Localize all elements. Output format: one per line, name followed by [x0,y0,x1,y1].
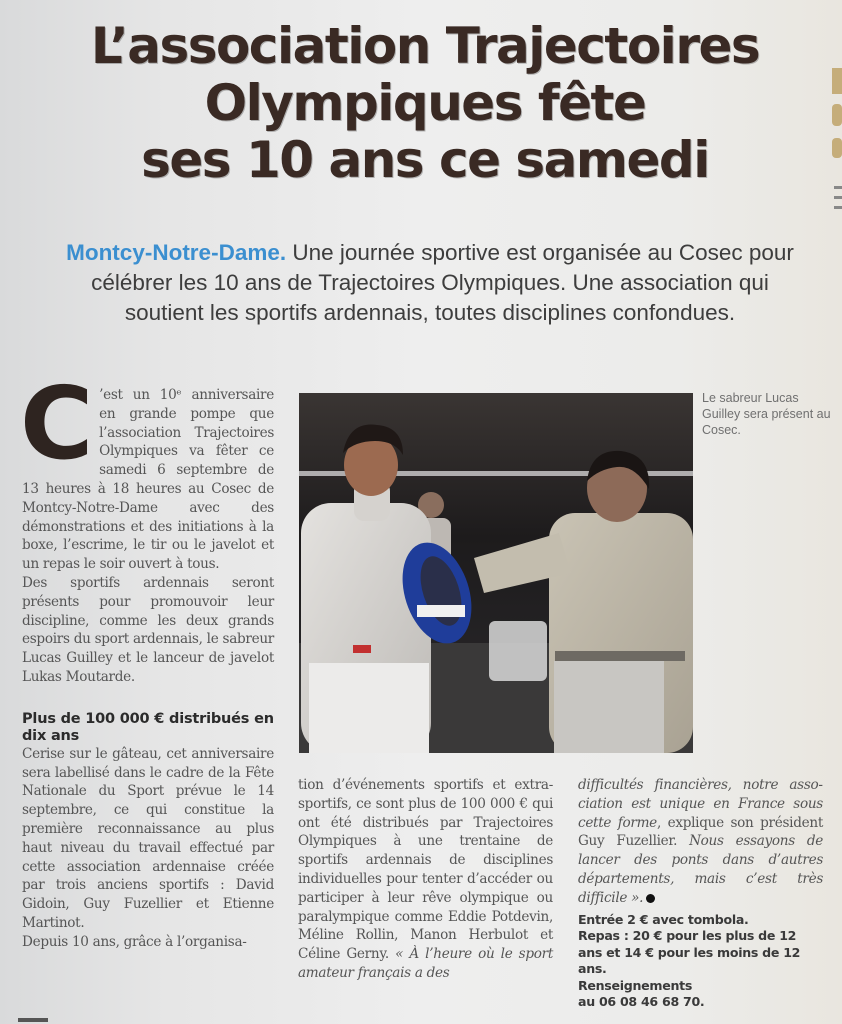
info-entry: Entrée 2 € avec tombola. [578,911,749,927]
plastic-chair [489,621,547,681]
headline-line-3: ses 10 ans ce samedi [141,131,709,189]
right-fencer-trousers [554,661,664,753]
paragraph-label: Cerise sur le gâteau, cet anniversaire sera labellisé dans le cadre de la Fête Nationale du Sport prévue le 14 septembre, ce qui constitue la première reconnaissance au plus haut niveau du travail effectué par cette association ardennaise créée par trois anciens sportifs : David Gidoin, Guy Fuzellier et Etienne Martinot. [22,745,274,931]
paragraph-funding-start: Depuis 10 ans, grâce à l’organisa- [22,933,247,950]
info-meal: Repas : 20 € pour les plus de 12 ans et 14 € pour les moins de 12 ans. [578,928,801,977]
deck-text: Une journée sportive est organisée au Cosec pour célébrer les 10 ans de Trajectoires Olympiques. Une association qui soutient les sportifs ardennais, toutes disciplines confondues. [91,240,794,325]
column-1 [20,365,274,952]
mask-strap [417,605,465,617]
headline-line-2: Olympiques fête [204,74,646,132]
photo-caption: Le sabreur Lucas Guilley sera présent au Cosec. [702,391,831,437]
practical-info-box [578,912,823,1011]
bottom-rule [18,1018,48,1022]
quote-part-1: difficultés financières, notre association est unique en France sous cette forme [578,777,823,831]
article-deck [60,238,800,328]
sponsor-patch [353,645,371,653]
dateline-place: Montcy-Notre-Dame. [66,240,287,265]
left-fencer-trousers [309,663,429,753]
paragraph-athletes: Des sportifs ardennais seront présents pour promouvoir leur discipline, comme les deux grands espoirs du sport ardennais, le sabreur Lucas Guilley et le lanceur de javelot Lukas Moutarde. [22,574,274,685]
adjacent-page-edge [824,0,842,300]
subheading: Plus de 100 000 € distribués en dix ans [22,710,274,744]
drop-cap: C [20,365,94,482]
quote-part-2: Nous essayons de lancer des ponts dans d’autres départements, mais c’est très difficile [578,833,823,906]
info-phone: au 06 08 46 68 70. [578,994,705,1010]
column-2 [298,776,553,983]
end-of-article-mark [646,894,655,903]
quote-close: ». [627,889,644,906]
photo-illustration [299,393,693,753]
paragraph-funding-cont: tion d’événements sportifs et extra-sportifs, ce sont plus de 100 000 € qui ont été distribués par Trajectoires Olympiques à une trentaine de sportifs ardennais de disciplines individuelles pour tenter d’accéder ou participer à leur rêve olympique ou paralympique comme Eddie Potdevin, Méline Rollin, Manon Herbulot et Céline Gerny. [298,777,553,963]
fencing-photo [299,393,693,753]
quote-start: « À l’heure où le sport amateur français a des [298,946,553,981]
headline-line-1: L’association Trajectoires [90,17,760,75]
belt [555,651,685,661]
quote-attribution: , explique son président Guy Fuzellier. [578,814,823,850]
paragraph-intro: ’est un 10ᵉ anniversaire en grande pompe que l’association Trajectoires Olympiques va fêter ce samedi 6 septembre de 13 heures à 18 heures au Cosec de Montcy-Notre-Dame avec des démonstrations et des initiations à la boxe, l’escrime, le tir ou le javelot et un repas le soir ouvert à tous. [22,387,274,573]
info-contact-label: Renseignements [578,977,693,993]
column-3 [578,776,823,1011]
adjacent-page-fragment-icon [824,0,842,300]
article-headline [30,18,820,189]
